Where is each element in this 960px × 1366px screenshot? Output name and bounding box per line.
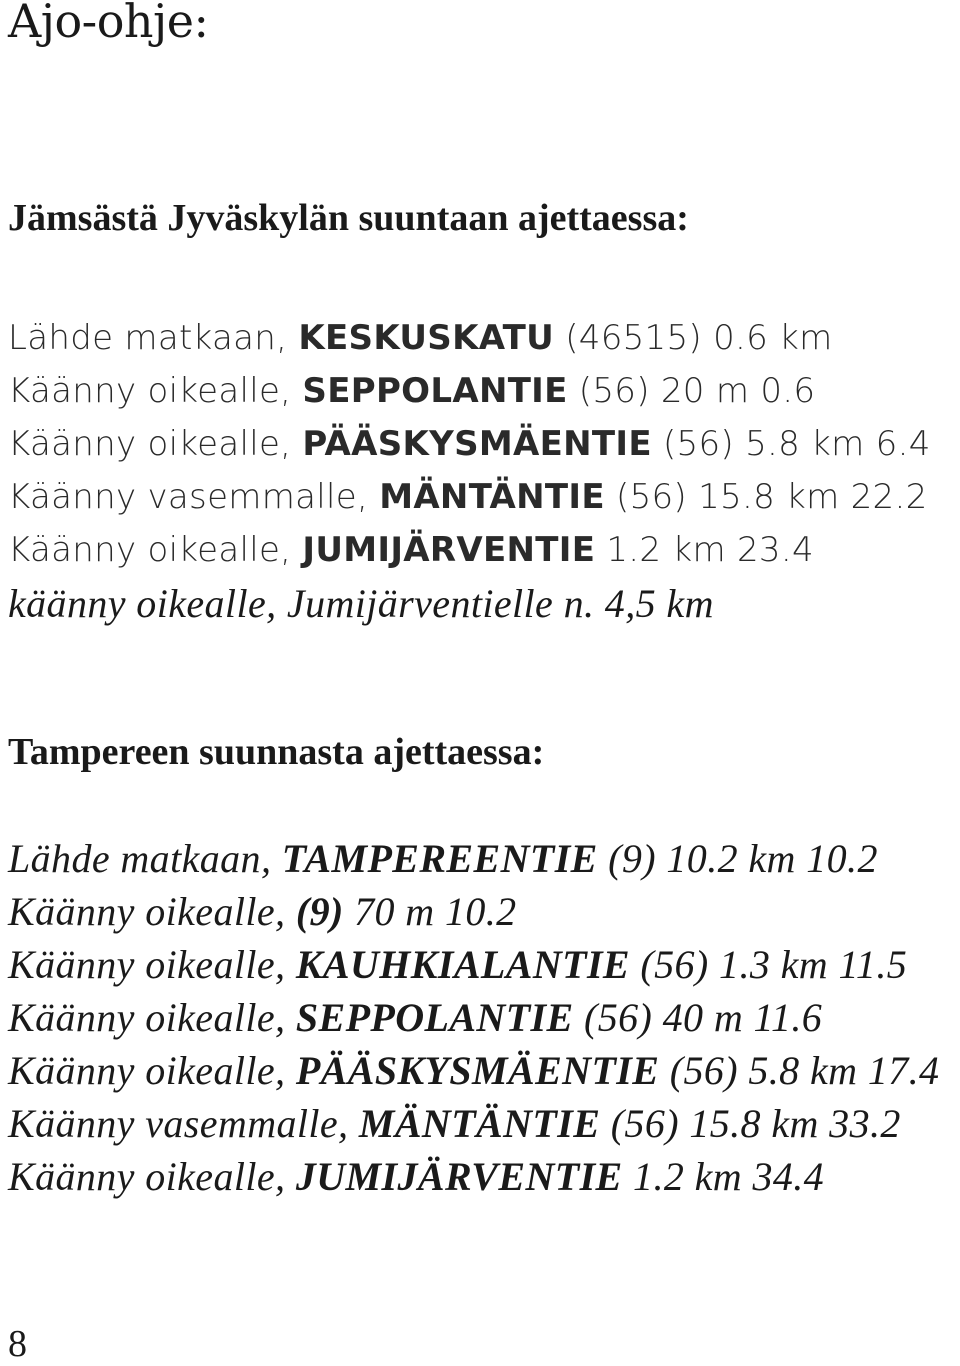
- route-step: Käänny oikealle, JUMIJÄRVENTIE 1.2 km 23.4: [8, 530, 814, 570]
- route-step: Lähde matkaan, TAMPEREENTIE (9) 10.2 km 10.2: [8, 836, 878, 881]
- page-number: 8: [8, 1323, 27, 1365]
- route-step: Käänny oikealle, PÄÄSKYSMÄENTIE (56) 5.8 km 17.4: [8, 1048, 940, 1093]
- route-step: Käänny oikealle, SEPPOLANTIE (56) 20 m 0.6: [8, 371, 816, 411]
- route-step: Käänny oikealle, KAUHKIALANTIE (56) 1.3 km 11.5: [8, 942, 908, 987]
- route-list-tampere: [8, 832, 939, 1203]
- section-heading-tampere: Tampereen suunnasta ajettaessa:: [8, 731, 545, 773]
- route-step-note: käänny oikealle, Jumijärventielle n. 4,5 km: [8, 581, 714, 626]
- route-step: Käänny vasemmalle, MÄNTÄNTIE (56) 15.8 km 33.2: [8, 1101, 901, 1146]
- route-step: Käänny oikealle, (9) 70 m 10.2: [8, 889, 517, 934]
- route-step: Lähde matkaan, KESKUSKATU (46515) 0.6 km: [8, 318, 833, 358]
- route-step: Käänny oikealle, SEPPOLANTIE (56) 40 m 11.6: [8, 995, 823, 1040]
- route-list-jamsa: [8, 312, 931, 630]
- route-step: Käänny oikealle, JUMIJÄRVENTIE 1.2 km 34.4: [8, 1154, 825, 1199]
- route-step: Käänny vasemmalle, MÄNTÄNTIE (56) 15.8 km 22.2: [8, 477, 928, 517]
- route-step: Käänny oikealle, PÄÄSKYSMÄENTIE (56) 5.8 km 6.4: [8, 424, 931, 464]
- section-heading-jamsa: Jämsästä Jyväskylän suuntaan ajettaessa:: [8, 197, 689, 239]
- page-title: Ajo-ohje:: [8, 0, 209, 48]
